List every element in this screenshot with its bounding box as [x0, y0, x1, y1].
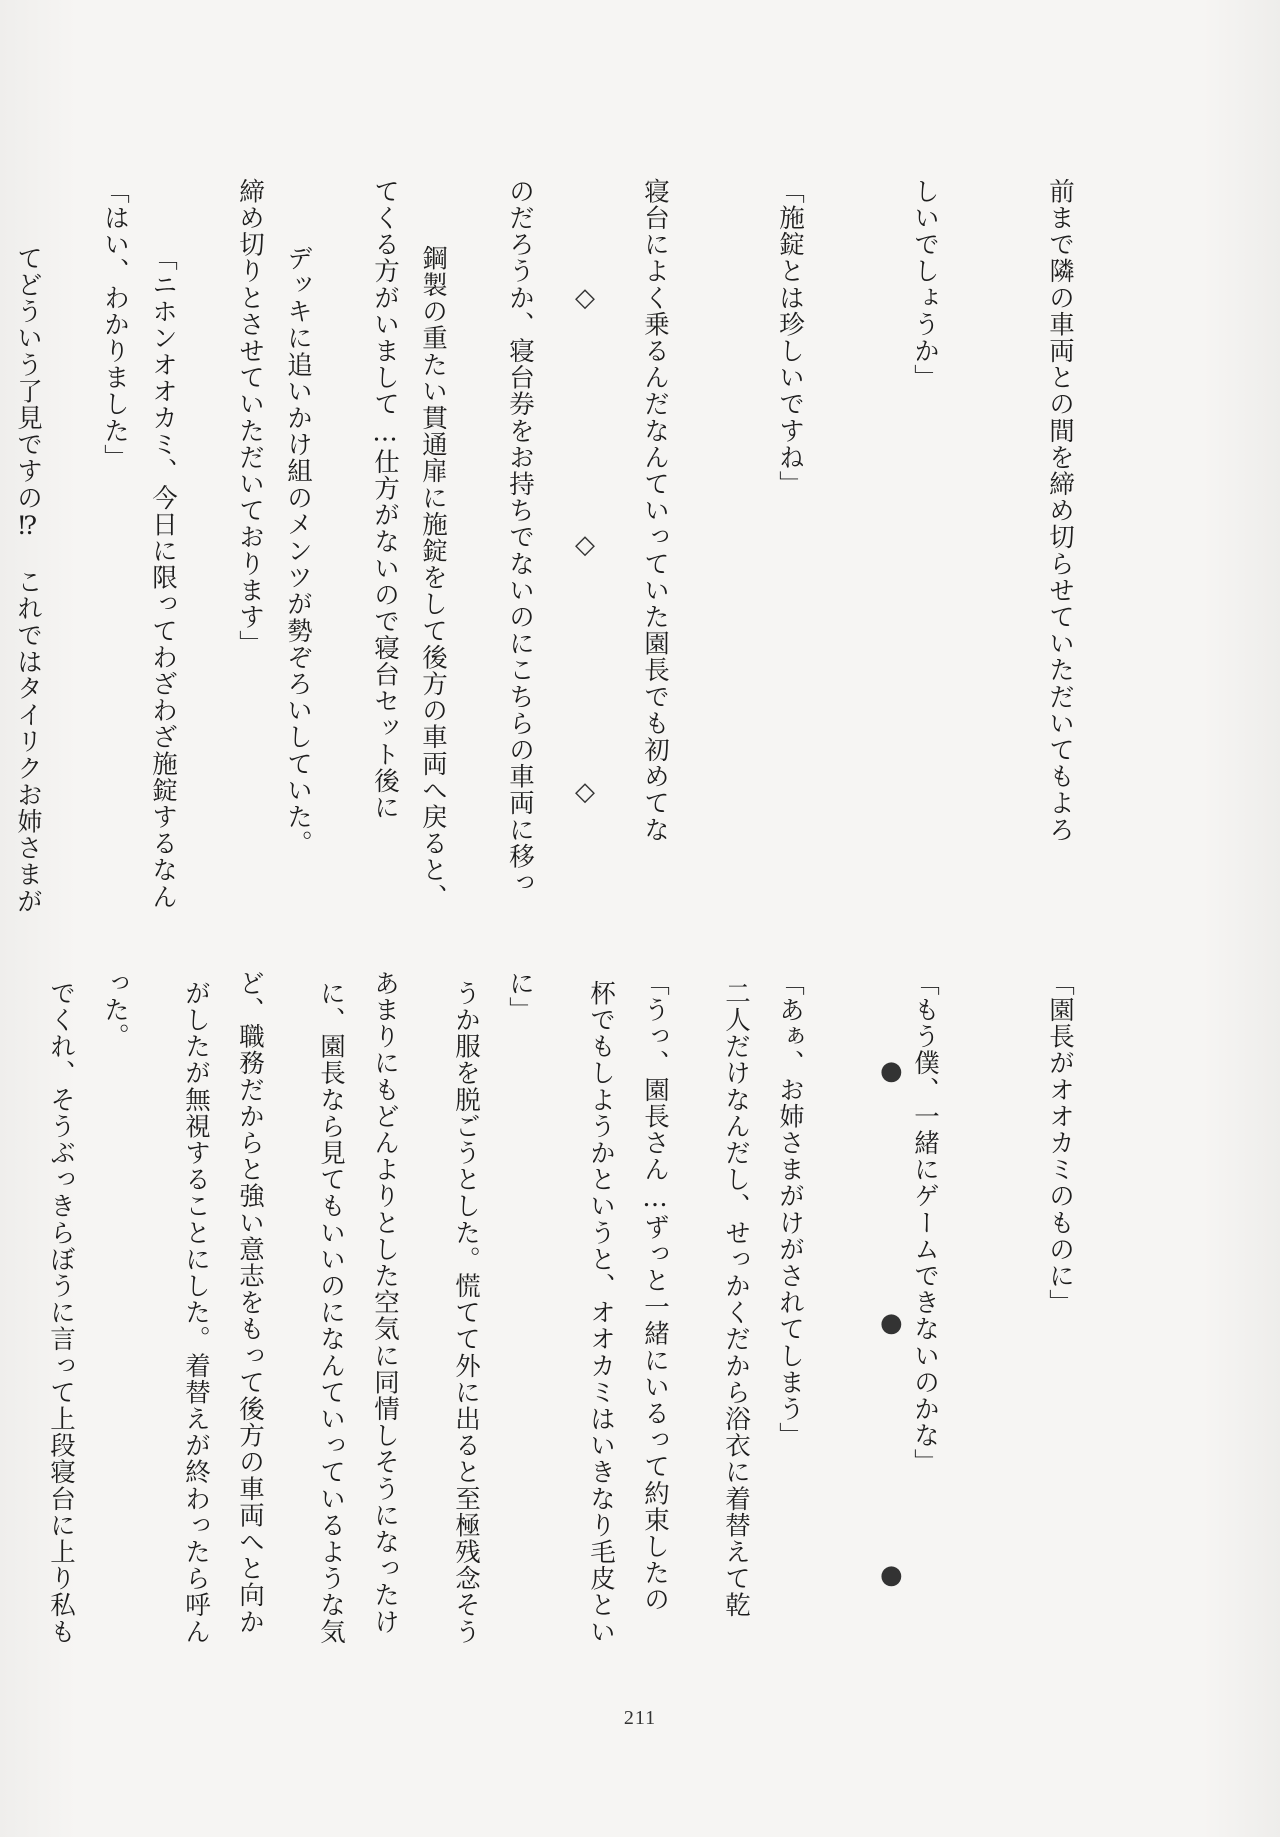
text-line: 二人だけなんだし、せっかくだから浴衣に着替えて乾	[721, 980, 751, 1619]
text-line: に」	[505, 970, 535, 1024]
text-line: 寝台によく乗るんだなんていっていた園長でも初めてな	[640, 178, 670, 843]
scene-break-diamonds	[575, 285, 595, 805]
text-line: でくれ、そうぶっきらぼうに言って上段寝台に上り私も	[46, 980, 76, 1645]
text-line: 「うっ、園長さん…ずっと一緒にいるって約束したの	[640, 970, 670, 1613]
text-line: しいでしょうか」	[910, 178, 940, 391]
scene-break-dots	[880, 1058, 903, 1588]
top-text-block-after	[0, 245, 545, 925]
page-number: 211	[623, 1707, 657, 1729]
text-line: がしたが無視することにした。着替えが終わったら呼ん	[181, 980, 211, 1645]
text-line: 「園長がオオカミのものに」	[1045, 970, 1075, 1316]
text-line: 「施錠とは珍しいですね」	[775, 178, 805, 498]
dot-icon: ●	[880, 1560, 903, 1590]
text-line: 「もう僕、一緒にゲームできないのかな」	[910, 970, 940, 1476]
text-line: 杯でもしようかというと、オオカミはいきなり毛皮とい	[586, 980, 616, 1645]
text-line: ど、職務だからと強い意志をもって後方の車両へと向か	[235, 970, 265, 1635]
text-line: 鋼製の重たい貫通扉に施錠をして後方の車両へ戻ると、	[418, 245, 448, 910]
text-line: 前まで隣の車両との間を締め切らせていただいてもよろ	[1045, 178, 1075, 843]
text-line: った。	[100, 970, 130, 1050]
diamond-icon: ◇	[575, 530, 595, 560]
text-line: あまりにもどんよりとした空気に同情しそうになったけ	[370, 970, 400, 1635]
dot-icon: ●	[880, 1056, 903, 1086]
text-line: てどういう了見ですの⁉ これではタイリクお姉さまが	[13, 245, 43, 915]
text-line: に、園長なら見てもいいのになんていっているような気	[316, 980, 346, 1645]
text-line: 「はい、わかりました」	[100, 178, 130, 471]
text-line: 「ニホンオオカミ、今日に限ってわざわざ施錠するなん	[148, 245, 178, 910]
text-line: てくる方がいまして…仕方がないので寝台セット後に	[370, 178, 400, 821]
text-line: のだろうか、寝台券をお持ちでないのにこちらの車両に移っ	[505, 178, 535, 897]
diamond-icon: ◇	[575, 777, 595, 807]
dot-icon: ●	[880, 1308, 903, 1338]
bottom-text-block-after	[46, 980, 848, 1710]
text-line: 「あぁ、お姉さまがけがされてしまう」	[775, 970, 805, 1449]
diamond-icon: ◇	[575, 283, 595, 313]
text-line: 締め切りとさせていただいております」	[235, 178, 265, 657]
text-line: うか服を脱ごうとした。慌てて外に出ると至極残念そう	[451, 980, 481, 1645]
text-line: デッキに追いかけ組のメンツが勢ぞろいしていた。	[283, 245, 313, 857]
